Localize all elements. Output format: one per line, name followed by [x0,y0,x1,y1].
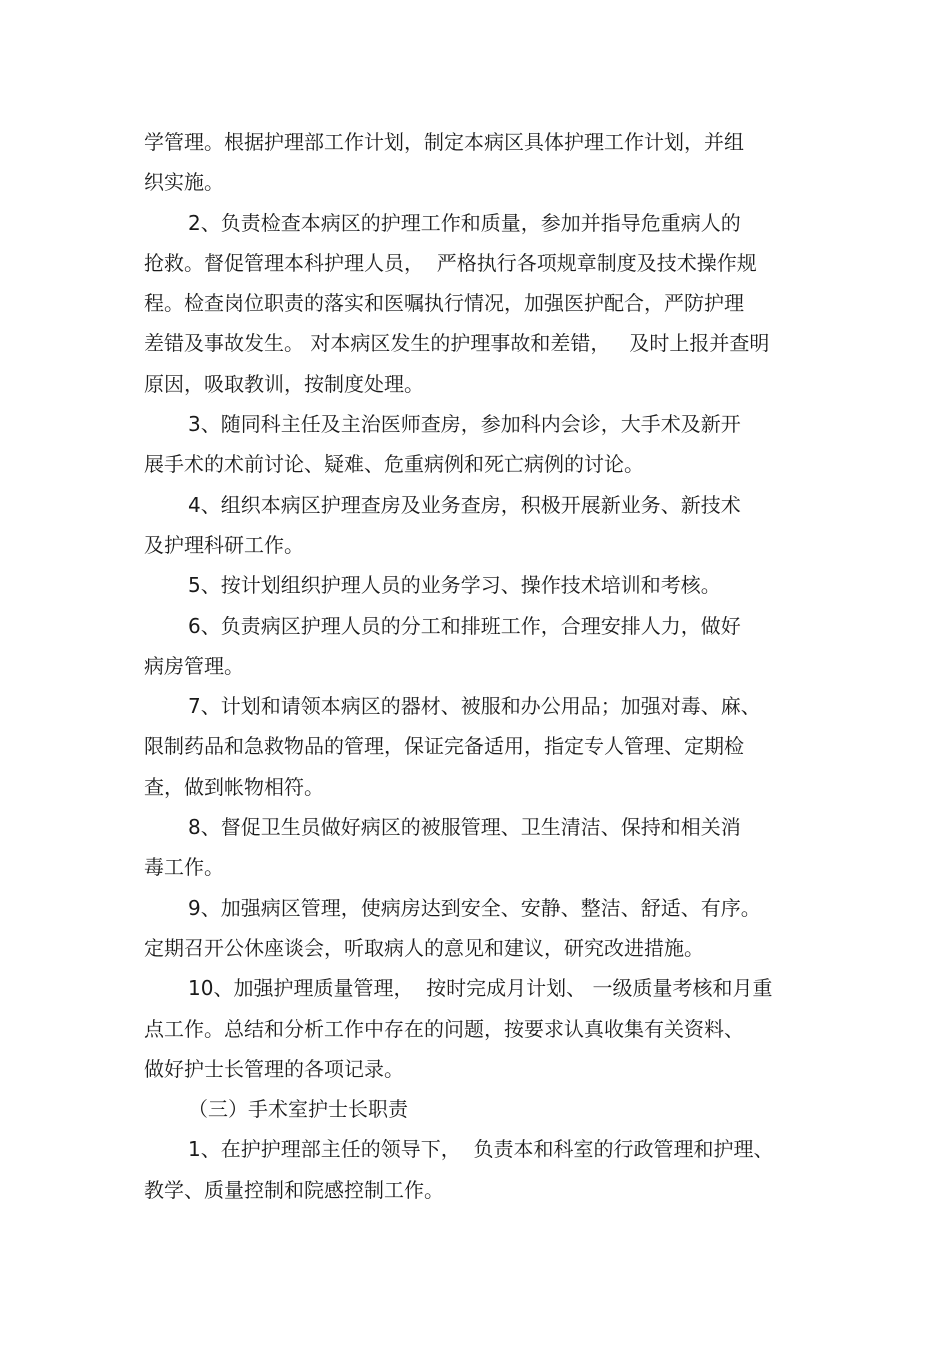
text-line: 差错及事故发生。 对本病区发生的护理事故和差错， 及时上报并查明 [144,331,770,356]
text-line: 做好护士长管理的各项记录。 [144,1056,404,1081]
text-line: 展手术的术前讨论、疑难、危重病例和死亡病例的讨论。 [144,452,644,477]
text-line: 病房管理。 [144,653,244,678]
text-line: 10、加强护理质量管理， 按时完成月计划、 一级质量考核和月重 [188,976,773,1001]
text-line: 1、在护护理部主任的领导下， 负责本和科室的行政管理和护理、 [188,1137,774,1162]
section-heading: （三）手术室护士长职责 [188,1097,408,1122]
text-line: 查，做到帐物相符。 [144,774,324,799]
text-line: 7、计划和请领本病区的器材、被服和办公用品；加强对毒、麻、 [188,694,761,719]
text-line: 定期召开公休座谈会，听取病人的意见和建议，研究改进措施。 [144,935,704,960]
document-body [144,122,804,1210]
text-line: 4、组织本病区护理查房及业务查房，积极开展新业务、新技术 [188,492,741,517]
text-line: 及护理科研工作。 [144,532,304,557]
text-line: 织实施。 [144,170,224,195]
text-line: 教学、质量控制和院感控制工作。 [144,1177,444,1202]
text-line: 2、负责检查本病区的护理工作和质量，参加并指导危重病人的 [188,210,741,235]
text-line: 抢救。督促管理本科护理人员， 严格执行各项规章制度及技术操作规 [144,250,757,275]
text-line: 点工作。总结和分析工作中存在的问题，按要求认真收集有关资料、 [144,1016,744,1041]
text-line: 毒工作。 [144,855,224,880]
text-line: 限制药品和急救物品的管理，保证完备适用，指定专人管理、定期检 [144,734,744,759]
text-line: 9、加强病区管理，使病房达到安全、安静、整洁、舒适、有序。 [188,895,761,920]
text-line: 6、负责病区护理人员的分工和排班工作，合理安排人力，做好 [188,613,741,638]
text-line: 8、督促卫生员做好病区的被服管理、卫生清洁、保持和相关消 [188,815,741,840]
text-line: 原因，吸取教训，按制度处理。 [144,371,424,396]
text-line: 程。检查岗位职责的落实和医嘱执行情况，加强医护配合，严防护理 [144,291,744,316]
text-line: 3、随同科主任及主治医师查房，参加科内会诊，大手术及新开 [188,412,741,437]
text-line: 5、按计划组织护理人员的业务学习、操作技术培训和考核。 [188,573,721,598]
text-line: 学管理。根据护理部工作计划，制定本病区具体护理工作计划，并组 [144,130,744,154]
